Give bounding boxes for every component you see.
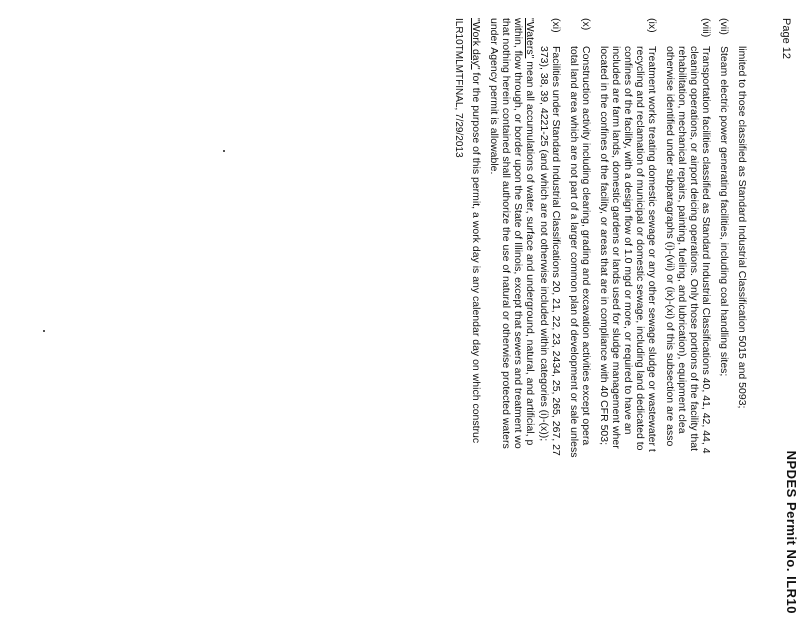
item-number: (vii) <box>718 18 730 35</box>
waters-definition-line: within, flow through, or border upon the State of Illinois, except that sewers and treatment wo <box>512 18 524 449</box>
scan-speck <box>43 330 45 332</box>
item-line: recycling and reclamation of municipal or domestic sewage, including land dedicated to <box>634 46 646 451</box>
item-line: Facilities under Standard Industrial Classifications 20, 21, 22, 23, 2434, 25, 265, 267, 27 <box>550 46 562 456</box>
item-line: total land area which are not part of a larger common plan of development or sale unless <box>568 46 580 458</box>
intro-line: limited to those classified as Standard Industrial Classification 5015 and 5093; <box>736 46 748 409</box>
item-line: included are farm lands, domestic gardens or lands used for sludge management wher <box>610 46 622 449</box>
item-line: 373), 38, 39, 4221-25 (and which are not otherwise included within categories (i)-(x)); <box>538 46 550 442</box>
item-line: cleaning operations, or airport deicing operations. Only those portions of the facility that <box>688 46 700 452</box>
waters-term: "Waters" <box>524 18 536 59</box>
work-day-definition-line <box>470 18 482 443</box>
scan-speck <box>223 150 225 152</box>
item-line: otherwise identified under subparagraphs (i)-(vii) or (ix)-(xi) of this subsection are asso <box>664 46 676 447</box>
item-line: Treatment works treating domestic sewage or any other sewage sludge or wastewater t <box>646 46 658 452</box>
document-footer: ILR10TMLMTFINAL, 7/29/2013 <box>453 18 464 158</box>
waters-definition-line: that nothing herein contained shall authorize the use of natural or otherwise protected waters <box>500 18 512 449</box>
item-line: confines of the facility, with a design flow of 1.0 mgd or more, or required to have an <box>622 46 634 435</box>
waters-definition-line: under Agency permit is allowable. <box>488 18 500 175</box>
item-line: Construction activity including clearing, grading and excavation activities except opera <box>580 46 592 446</box>
item-line: Transportation facilities classified as Standard Industrial Classifications 40, 41, 42, 44, 4 <box>700 46 712 454</box>
work-day-definition-text: for the purpose of this permit, a work day is any calendar day on which construc <box>470 69 482 444</box>
item-line: Steam electric power generating facilities, including coal handling sites; <box>718 46 730 377</box>
item-number: (ix) <box>646 18 658 33</box>
item-number: (viii) <box>700 18 712 38</box>
item-line: located in the confines of the facility, or areas that are in compliance with 40 CFR 503; <box>598 46 610 446</box>
work-day-term: "Work day" <box>470 18 482 70</box>
permit-number-header: NPDES Permit No. ILR10 <box>784 450 799 614</box>
item-number: (xi) <box>550 18 562 33</box>
item-line: rehabilitation, mechanical repairs, painting, fueling, and lubrication), equipment clea <box>676 46 688 434</box>
waters-definition-text: mean all accumulations of water, surface and underground, natural, and artificial, p <box>524 58 536 446</box>
item-number: (x) <box>580 18 592 31</box>
page-number: Page 12 <box>780 18 792 59</box>
waters-definition-line <box>524 18 536 445</box>
